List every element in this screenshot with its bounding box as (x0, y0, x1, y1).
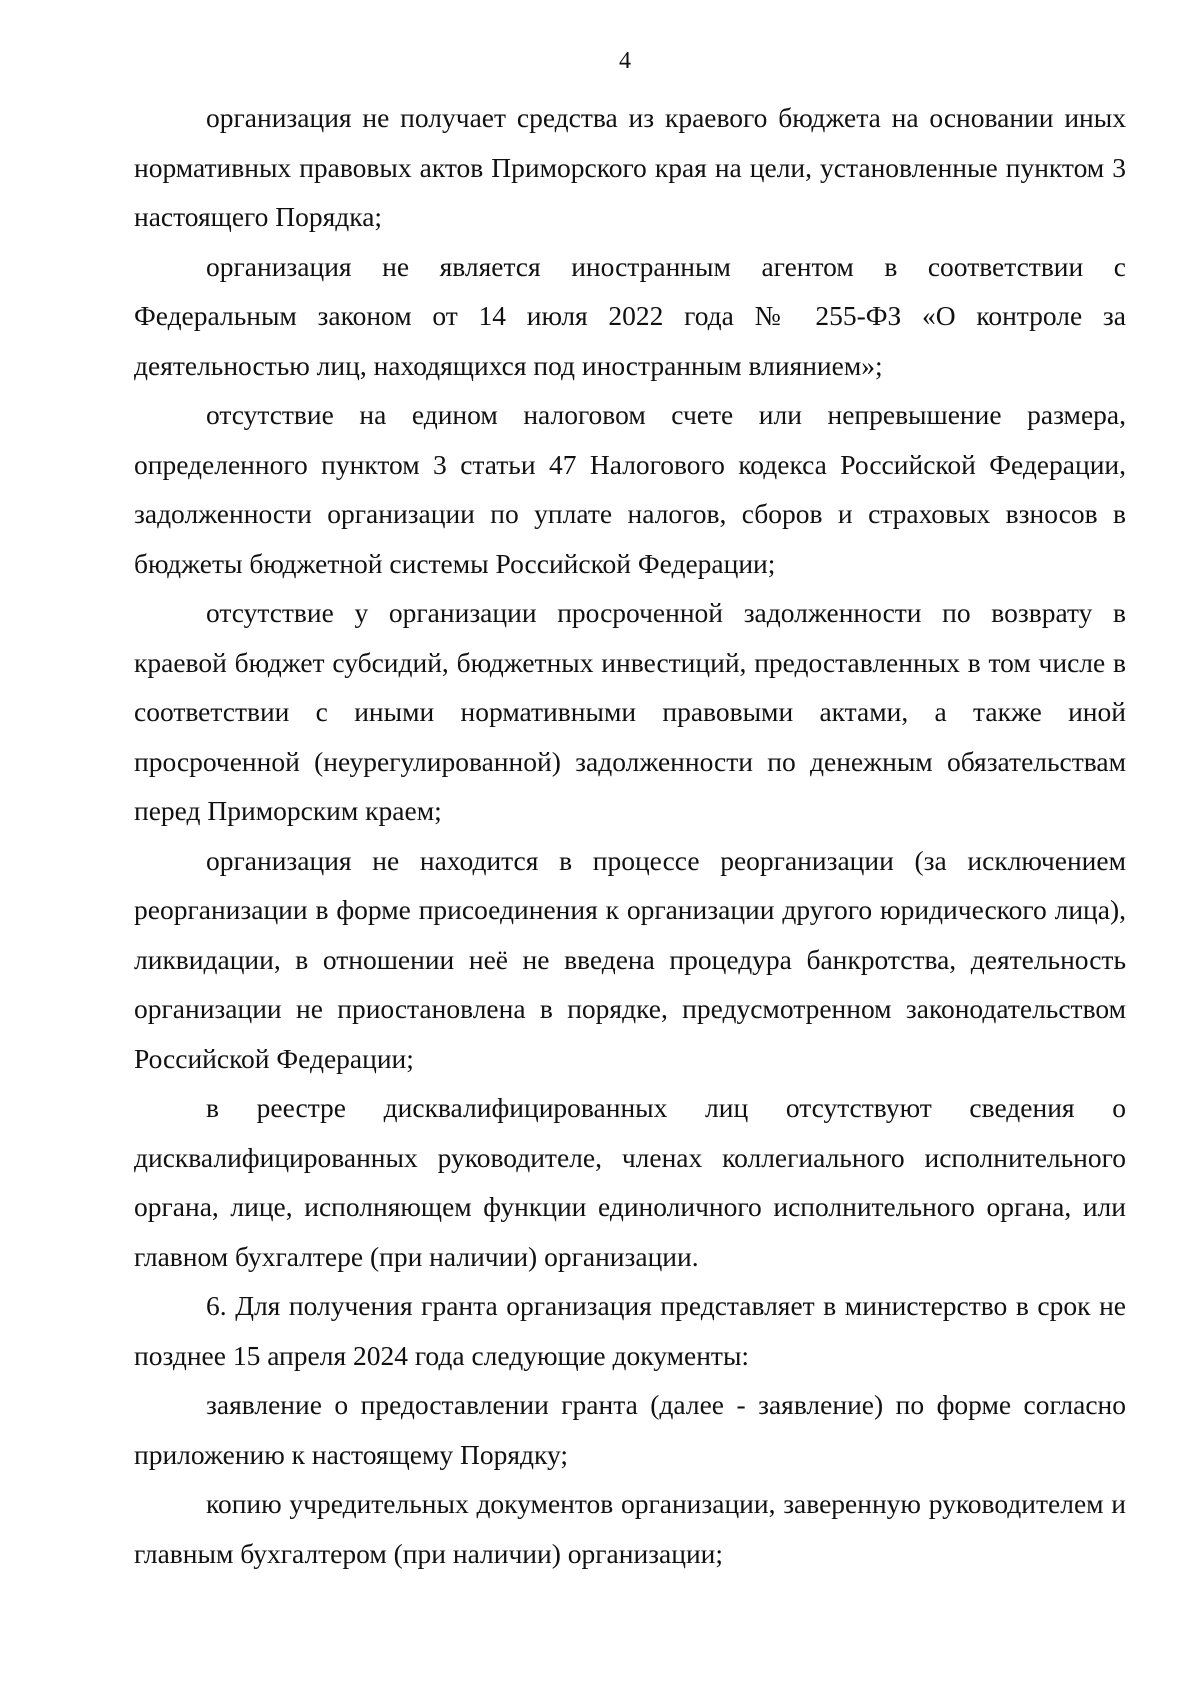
document-body (134, 93, 1126, 1578)
paragraph-document-application: заявление о предоставлении гранта (далее - заявление) по форме согласно приложению к настоящему Порядку; (134, 1389, 1126, 1470)
page-number: 4 (619, 48, 631, 74)
paragraph-condition-no-overdue-debt: отсутствие у организации просроченной задолженности по возврату в краевой бюджет субсидий, бюджетных инвестиций, предоставленных в том числе в соответствии с иными нормативными правовыми актами, а также иной просроченной (неурегулированной) задолженности по денежным обязательствам перед Приморским краем; (134, 597, 1126, 826)
paragraph-condition-no-other-funding: организация не получает средства из краевого бюджета на основании иных нормативных правовых актов Приморского края на цели, установленные пунктом 3 настоящего Порядка; (134, 102, 1126, 232)
paragraph-document-founding-copies: копию учредительных документов организации, заверенную руководителем и главным бухгалтером (при наличии) организации; (134, 1488, 1126, 1569)
paragraph-condition-no-tax-debt: отсутствие на едином налоговом счете или непревышение размера, определенного пунктом 3 статьи 47 Налогового кодекса Российской Федерации, задолженности организации по уплате налогов, сборов и страховых взносов в бюджеты бюджетной системы Российской Федерации; (134, 399, 1126, 579)
paragraph-condition-no-reorganization: организация не находится в процессе реорганизации (за исключением реорганизации в форме присоединения к организации другого юридического лица), ликвидации, в отношении неё не введена процедура банкротства, деятельность организации не приостановлена в порядке, предусмотренном законодательством Российской Федерации; (134, 844, 1126, 1074)
paragraph-condition-not-foreign-agent: организация не является иностранным агентом в соответствии с Федеральным законом от 14 июля 2022 года № 255-ФЗ «О контроле за деятельностью лиц, находящихся под иностранным влиянием»; (134, 250, 1126, 381)
paragraph-condition-no-disqualified-persons: в реестре дисквалифицированных лиц отсутствуют сведения о дисквалифицированных руководителе, членах коллегиального исполнительного органа, лице, исполняющем функции единоличного исполнительного органа, или главном бухгалтере (при наличии) организации. (134, 1092, 1126, 1272)
paragraph-clause-6: 6. Для получения гранта организация представляет в министерство в срок не позднее 15 апреля 2024 года следующие документы: (134, 1290, 1126, 1371)
